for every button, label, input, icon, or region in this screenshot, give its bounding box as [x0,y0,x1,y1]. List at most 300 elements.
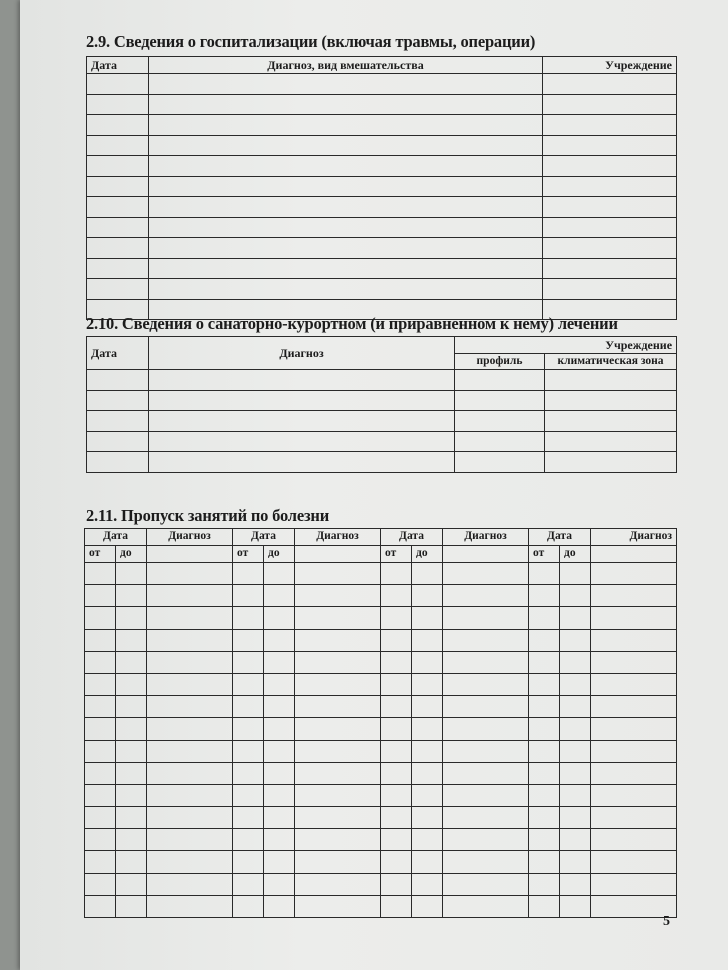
header-date-4: Дата [529,529,591,546]
entry-cell[interactable] [543,115,677,136]
entry-cell[interactable] [116,895,147,917]
entry-cell[interactable] [295,895,381,917]
table-row [87,156,677,177]
entry-cell[interactable] [149,176,543,197]
entry-cell[interactable] [295,851,381,873]
entry-cell[interactable] [233,607,264,629]
header-institution: Учреждение [543,57,677,74]
table-row [87,217,677,238]
entry-cell[interactable] [85,696,116,718]
entry-cell[interactable] [412,873,443,895]
entry-cell[interactable] [543,258,677,279]
entry-cell[interactable] [233,696,264,718]
entry-cell[interactable] [381,740,412,762]
entry-cell[interactable] [543,238,677,259]
entry-cell[interactable] [147,762,233,784]
entry-cell[interactable] [264,829,295,851]
entry-cell[interactable] [264,651,295,673]
entry-cell[interactable] [85,607,116,629]
entry-cell[interactable] [233,807,264,829]
entry-cell[interactable] [116,829,147,851]
entry-cell[interactable] [543,94,677,115]
entry-cell[interactable] [116,762,147,784]
entry-cell[interactable] [529,762,560,784]
entry-cell[interactable] [381,651,412,673]
entry-cell[interactable] [264,807,295,829]
entry-cell[interactable] [233,629,264,651]
entry-cell[interactable] [560,740,591,762]
entry-cell[interactable] [147,629,233,651]
entry-cell[interactable] [147,807,233,829]
entry-cell[interactable] [443,762,529,784]
table-row [87,74,677,95]
header-to-1: до [116,546,147,563]
entry-cell[interactable] [295,629,381,651]
entry-cell[interactable] [147,585,233,607]
table-header-row [85,529,677,546]
entry-cell[interactable] [591,718,677,740]
entry-cell[interactable] [529,718,560,740]
entry-cell[interactable] [543,135,677,156]
entry-cell[interactable] [381,629,412,651]
entry-cell[interactable] [455,431,545,452]
entry-cell[interactable] [591,873,677,895]
entry-cell[interactable] [295,784,381,806]
entry-cell[interactable] [443,718,529,740]
header-from-4: от [529,546,560,563]
entry-cell[interactable] [149,197,543,218]
entry-cell[interactable] [295,829,381,851]
entry-cell[interactable] [545,390,677,411]
entry-cell[interactable] [412,629,443,651]
entry-cell[interactable] [543,197,677,218]
entry-cell[interactable] [264,873,295,895]
entry-cell[interactable] [149,370,455,391]
entry-cell[interactable] [233,740,264,762]
entry-cell[interactable] [412,651,443,673]
entry-cell[interactable] [529,563,560,585]
entry-cell[interactable] [381,607,412,629]
entry-cell[interactable] [264,718,295,740]
entry-cell[interactable] [116,629,147,651]
entry-cell[interactable] [149,431,455,452]
entry-cell[interactable] [147,651,233,673]
entry-cell[interactable] [381,807,412,829]
entry-cell[interactable] [85,629,116,651]
entry-cell[interactable] [87,135,149,156]
table-row [85,607,677,629]
entry-cell[interactable] [560,851,591,873]
header-institution: Учреждение [455,337,677,354]
header-date: Дата [87,337,149,370]
entry-cell[interactable] [116,696,147,718]
entry-cell[interactable] [85,585,116,607]
entry-cell[interactable] [443,651,529,673]
entry-cell[interactable] [147,784,233,806]
entry-cell[interactable] [149,217,543,238]
entry-cell[interactable] [591,829,677,851]
entry-cell[interactable] [116,673,147,695]
entry-cell[interactable] [543,176,677,197]
entry-cell[interactable] [116,873,147,895]
entry-cell[interactable] [545,370,677,391]
entry-cell[interactable] [233,762,264,784]
entry-cell[interactable] [116,607,147,629]
entry-cell[interactable] [529,873,560,895]
entry-cell[interactable] [443,895,529,917]
entry-cell[interactable] [264,563,295,585]
entry-cell[interactable] [87,115,149,136]
entry-cell[interactable] [87,258,149,279]
table-row [87,135,677,156]
entry-cell[interactable] [591,629,677,651]
entry-cell[interactable] [149,156,543,177]
entry-cell[interactable] [295,718,381,740]
header-date: Дата [87,57,149,74]
table-row [85,807,677,829]
entry-cell[interactable] [543,279,677,300]
table-row [85,585,677,607]
entry-cell[interactable] [591,762,677,784]
entry-cell[interactable] [591,585,677,607]
entry-cell[interactable] [147,740,233,762]
entry-cell[interactable] [381,673,412,695]
entry-cell[interactable] [116,651,147,673]
table-row [87,390,677,411]
entry-cell[interactable] [529,807,560,829]
entry-cell[interactable] [85,762,116,784]
entry-cell[interactable] [147,895,233,917]
table-row [87,94,677,115]
entry-cell[interactable] [85,851,116,873]
header-diagnosis-3: Диагноз [443,529,529,546]
entry-cell[interactable] [443,784,529,806]
entry-cell[interactable] [264,607,295,629]
header-from-1: от [85,546,116,563]
entry-cell[interactable] [149,411,455,432]
entry-cell[interactable] [381,563,412,585]
entry-cell[interactable] [87,238,149,259]
header-diagnosis-1: Диагноз [147,529,233,546]
entry-cell[interactable] [591,607,677,629]
entry-cell[interactable] [233,585,264,607]
entry-cell[interactable] [85,740,116,762]
table-row [87,279,677,300]
table-row [85,851,677,873]
entry-cell[interactable] [560,873,591,895]
entry-cell[interactable] [543,156,677,177]
entry-cell[interactable] [591,740,677,762]
entry-cell[interactable] [264,585,295,607]
entry-cell[interactable] [116,718,147,740]
header-date-1: Дата [85,529,147,546]
entry-cell[interactable] [529,895,560,917]
entry-cell[interactable] [233,563,264,585]
entry-cell[interactable] [87,411,149,432]
entry-cell[interactable] [233,829,264,851]
entry-cell[interactable] [529,740,560,762]
entry-cell[interactable] [560,651,591,673]
entry-cell[interactable] [443,696,529,718]
entry-cell[interactable] [264,762,295,784]
header-to-4: до [560,546,591,563]
entry-cell[interactable] [147,873,233,895]
entry-cell[interactable] [149,115,543,136]
entry-cell[interactable] [233,873,264,895]
entry-cell[interactable] [529,851,560,873]
entry-cell[interactable] [560,829,591,851]
entry-cell[interactable] [264,673,295,695]
entry-cell[interactable] [295,651,381,673]
entry-cell[interactable] [412,762,443,784]
entry-cell[interactable] [87,156,149,177]
entry-cell[interactable] [116,563,147,585]
entry-cell[interactable] [87,217,149,238]
entry-cell[interactable] [543,217,677,238]
entry-cell[interactable] [455,411,545,432]
entry-cell[interactable] [591,807,677,829]
entry-cell[interactable] [147,607,233,629]
entry-cell[interactable] [85,873,116,895]
entry-cell[interactable] [412,851,443,873]
entry-cell[interactable] [295,740,381,762]
entry-cell[interactable] [560,607,591,629]
entry-cell[interactable] [543,74,677,95]
page-number: 5 [663,914,670,929]
entry-cell[interactable] [412,784,443,806]
entry-cell[interactable] [412,607,443,629]
entry-cell[interactable] [412,718,443,740]
entry-cell[interactable] [295,873,381,895]
entry-cell[interactable] [295,807,381,829]
entry-cell[interactable] [85,807,116,829]
entry-cell[interactable] [381,762,412,784]
entry-cell[interactable] [149,390,455,411]
entry-cell[interactable] [545,411,677,432]
entry-cell[interactable] [591,651,677,673]
entry-cell[interactable] [264,895,295,917]
entry-cell[interactable] [443,673,529,695]
entry-cell[interactable] [116,585,147,607]
entry-cell[interactable] [560,807,591,829]
header-blank-2 [295,546,381,563]
table-row [87,115,677,136]
table-row [87,176,677,197]
entry-cell[interactable] [591,563,677,585]
entry-cell[interactable] [443,563,529,585]
entry-cell[interactable] [87,94,149,115]
entry-cell[interactable] [149,279,543,300]
section-2-11-title: 2.11. Пропуск занятий по болезни [86,506,330,525]
missed-classes-table [84,528,677,918]
entry-cell[interactable] [381,829,412,851]
entry-cell[interactable] [591,851,677,873]
entry-cell[interactable] [560,762,591,784]
entry-cell[interactable] [85,563,116,585]
entry-cell[interactable] [233,718,264,740]
entry-cell[interactable] [529,784,560,806]
entry-cell[interactable] [87,176,149,197]
entry-cell[interactable] [443,629,529,651]
section-2-10-title: 2.10. Сведения о санаторно-курортном (и приравненном к нему) лечении [86,314,618,333]
entry-cell[interactable] [149,74,543,95]
entry-cell[interactable] [147,563,233,585]
entry-cell[interactable] [443,807,529,829]
table-row [87,238,677,259]
entry-cell[interactable] [233,651,264,673]
entry-cell[interactable] [264,629,295,651]
entry-cell[interactable] [529,607,560,629]
entry-cell[interactable] [545,431,677,452]
entry-cell[interactable] [443,873,529,895]
entry-cell[interactable] [529,829,560,851]
entry-cell[interactable] [147,718,233,740]
entry-cell[interactable] [264,740,295,762]
table-subheader-row [85,546,677,563]
entry-cell[interactable] [443,585,529,607]
header-blank-1 [147,546,233,563]
table-header-row [87,57,677,74]
entry-cell[interactable] [147,673,233,695]
entry-cell[interactable] [85,673,116,695]
entry-cell[interactable] [560,563,591,585]
entry-cell[interactable] [591,696,677,718]
entry-cell[interactable] [381,784,412,806]
entry-cell[interactable] [149,94,543,115]
entry-cell[interactable] [529,673,560,695]
sanatorium-table [86,336,677,473]
header-diagnosis: Диагноз [149,337,455,370]
table-row [85,673,677,695]
entry-cell[interactable] [149,258,543,279]
header-from-3: от [381,546,412,563]
entry-cell[interactable] [455,390,545,411]
table-row [85,651,677,673]
entry-cell[interactable] [264,851,295,873]
entry-cell[interactable] [147,696,233,718]
table-row [85,873,677,895]
entry-cell[interactable] [560,673,591,695]
entry-cell[interactable] [87,390,149,411]
entry-cell[interactable] [381,696,412,718]
entry-cell[interactable] [116,784,147,806]
entry-cell[interactable] [455,452,545,473]
entry-cell[interactable] [85,651,116,673]
entry-cell[interactable] [443,851,529,873]
table-row [85,563,677,585]
entry-cell[interactable] [233,895,264,917]
entry-cell[interactable] [560,696,591,718]
table-row [85,740,677,762]
entry-cell[interactable] [116,851,147,873]
entry-cell[interactable] [295,673,381,695]
entry-cell[interactable] [529,651,560,673]
entry-cell[interactable] [85,784,116,806]
entry-cell[interactable] [381,851,412,873]
entry-cell[interactable] [147,851,233,873]
header-date-2: Дата [233,529,295,546]
entry-cell[interactable] [264,696,295,718]
entry-cell[interactable] [116,740,147,762]
entry-cell[interactable] [591,673,677,695]
entry-cell[interactable] [560,629,591,651]
entry-cell[interactable] [412,829,443,851]
table-header-row [87,337,677,354]
entry-cell[interactable] [560,718,591,740]
entry-cell[interactable] [295,762,381,784]
entry-cell[interactable] [412,563,443,585]
entry-cell[interactable] [412,807,443,829]
entry-cell[interactable] [529,585,560,607]
entry-cell[interactable] [412,740,443,762]
entry-cell[interactable] [412,895,443,917]
header-blank-4 [591,546,677,563]
entry-cell[interactable] [87,74,149,95]
entry-cell[interactable] [87,279,149,300]
entry-cell[interactable] [545,452,677,473]
entry-cell[interactable] [233,784,264,806]
entry-cell[interactable] [443,607,529,629]
table-row [87,411,677,432]
entry-cell[interactable] [412,585,443,607]
entry-cell[interactable] [412,696,443,718]
entry-cell[interactable] [591,784,677,806]
entry-cell[interactable] [233,673,264,695]
entry-cell[interactable] [233,851,264,873]
entry-cell[interactable] [381,895,412,917]
entry-cell[interactable] [87,452,149,473]
entry-cell[interactable] [149,135,543,156]
entry-cell[interactable] [443,829,529,851]
entry-cell[interactable] [295,563,381,585]
entry-cell[interactable] [295,696,381,718]
entry-cell[interactable] [455,370,545,391]
table-row [85,629,677,651]
entry-cell[interactable] [560,784,591,806]
table-row [85,895,677,917]
entry-cell[interactable] [147,829,233,851]
entry-cell[interactable] [87,197,149,218]
entry-cell[interactable] [87,370,149,391]
entry-cell[interactable] [87,431,149,452]
header-blank-3 [443,546,529,563]
entry-cell[interactable] [560,895,591,917]
entry-cell[interactable] [295,585,381,607]
entry-cell[interactable] [295,607,381,629]
entry-cell[interactable] [85,895,116,917]
entry-cell[interactable] [443,740,529,762]
table-row [85,718,677,740]
header-from-2: от [233,546,264,563]
entry-cell[interactable] [149,452,455,473]
entry-cell[interactable] [381,718,412,740]
entry-cell[interactable] [85,718,116,740]
entry-cell[interactable] [149,238,543,259]
entry-cell[interactable] [560,585,591,607]
entry-cell[interactable] [529,696,560,718]
entry-cell[interactable] [381,873,412,895]
header-to-2: до [264,546,295,563]
entry-cell[interactable] [264,784,295,806]
header-date-3: Дата [381,529,443,546]
entry-cell[interactable] [116,807,147,829]
header-diagnosis-intervention: Диагноз, вид вмешательства [149,57,543,74]
table-row [87,452,677,473]
entry-cell[interactable] [85,829,116,851]
entry-cell[interactable] [381,585,412,607]
entry-cell[interactable] [412,673,443,695]
entry-cell[interactable] [529,629,560,651]
